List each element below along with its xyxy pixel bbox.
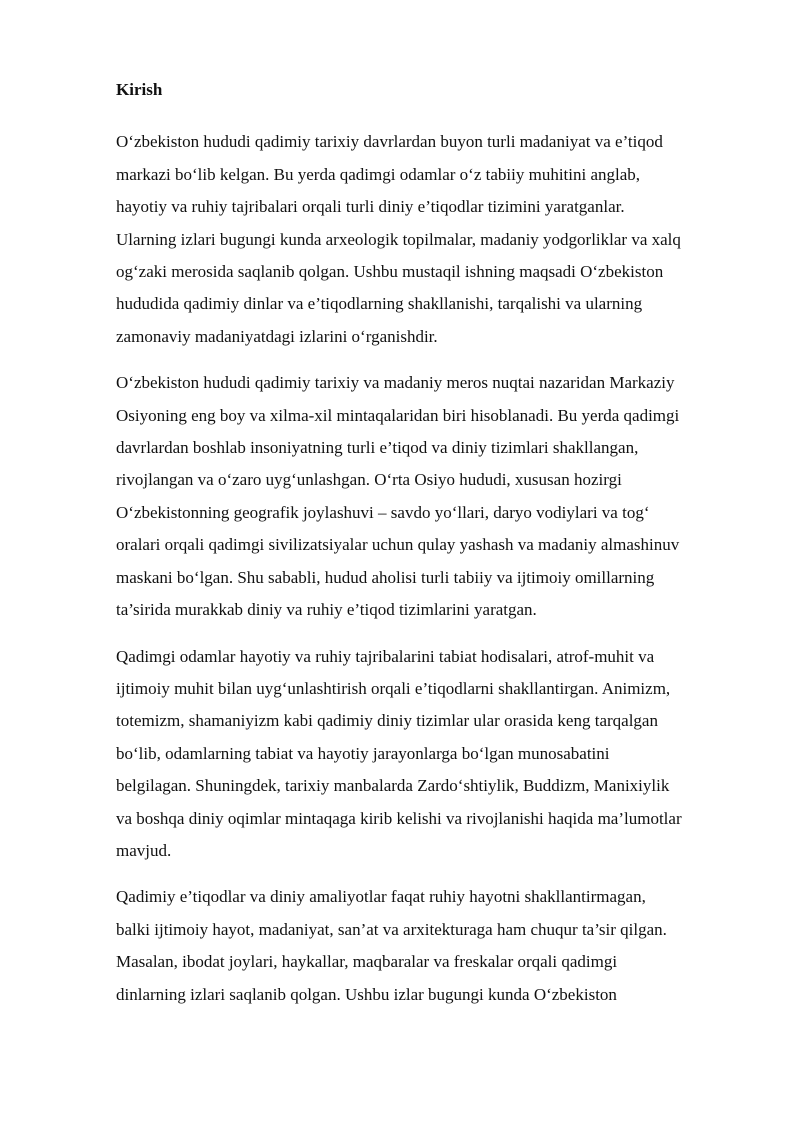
text-line: ijtimoiy muhit bilan uyg‘unlashtirish orqali e’tiqodlarni shakllantirgan. Animizm, [116, 678, 671, 698]
text-line: O‘zbekiston hududi qadimiy tarixiy davrlardan buyon turli madaniyat va e’tiqod [116, 132, 663, 152]
text-line: va boshqa diniy oqimlar mintaqaga kirib kelishi va rivojlanishi haqida ma’lumotlar [116, 808, 682, 828]
paragraph-1 [116, 126, 756, 353]
paragraph-4 [116, 881, 756, 1011]
text-line: balki ijtimoiy hayot, madaniyat, san’at va arxitekturaga ham chuqur ta’sir qilgan. [116, 919, 667, 939]
text-line: O‘zbekiston hududi qadimiy tarixiy va madaniy meros nuqtai nazaridan Markaziy [116, 373, 675, 393]
text-line: markazi bo‘lib kelgan. Bu yerda qadimgi odamlar o‘z tabiiy muhitini anglab, [116, 164, 641, 184]
text-line: Osiyoning eng boy va xilma-xil mintaqalaridan biri hisoblanadi. Bu yerda qadimgi [116, 405, 680, 425]
text-line: Ularning izlari bugungi kunda arxeologik topilmalar, madaniy yodgorliklar va xalq [116, 229, 681, 249]
text-line: ta’sirida murakkab diniy va ruhiy e’tiqod tizimlarini yaratgan. [116, 600, 537, 620]
text-line: mavjud. [116, 840, 172, 860]
paragraph-2 [116, 367, 756, 626]
text-line: oralari orqali qadimgi sivilizatsiyalar uchun qulay yashash va madaniy almashinuv [116, 535, 680, 555]
text-line: davrlardan boshlab insoniyatning turli e’tiqod va diniy tizimlari shakllangan, [116, 438, 639, 458]
text-line: zamonaviy madaniyatdagi izlarini o‘rganishdir. [116, 326, 438, 346]
document-page [116, 74, 756, 1025]
text-line: hududida qadimiy dinlar va e’tiqodlarning shakllanishi, tarqalishi va ularning [116, 294, 643, 314]
text-line: Qadimiy e’tiqodlar va diniy amaliyotlar faqat ruhiy hayotni shakllantirmagan, [116, 887, 646, 907]
text-line: og‘zaki merosida saqlanib qolgan. Ushbu mustaqil ishning maqsadi O‘zbekiston [116, 262, 664, 282]
text-line: maskani bo‘lgan. Shu sababli, hudud aholisi turli tabiiy va ijtimoiy omillarning [116, 567, 655, 587]
text-line: O‘zbekistonning geografik joylashuvi – savdo yo‘llari, daryo vodiylari va tog‘ [116, 502, 650, 522]
text-line: dinlarning izlari saqlanib qolgan. Ushbu izlar bugungi kunda O‘zbekiston [116, 984, 617, 1004]
section-heading: Kirish [116, 80, 163, 99]
text-line: bo‘lib, odamlarning tabiat va hayotiy jarayonlarga bo‘lgan munosabatini [116, 743, 610, 763]
text-line: belgilagan. Shuningdek, tarixiy manbalarda Zardo‘shtiylik, Buddizm, Manixiylik [116, 776, 670, 796]
text-line: totemizm, shamaniyizm kabi qadimiy diniy tizimlar ular orasida keng tarqalgan [116, 711, 658, 731]
text-line: hayotiy va ruhiy tajribalari orqali turli diniy e’tiqodlar tizimini yaratganlar. [116, 197, 625, 217]
text-line: Qadimgi odamlar hayotiy va ruhiy tajribalarini tabiat hodisalari, atrof-muhit va [116, 646, 655, 666]
text-line: rivojlangan va o‘zaro uyg‘unlashgan. O‘rta Osiyo hududi, xususan hozirgi [116, 470, 622, 490]
text-line: Masalan, ibodat joylari, haykallar, maqbaralar va freskalar orqali qadimgi [116, 952, 618, 972]
paragraph-3 [116, 641, 756, 868]
